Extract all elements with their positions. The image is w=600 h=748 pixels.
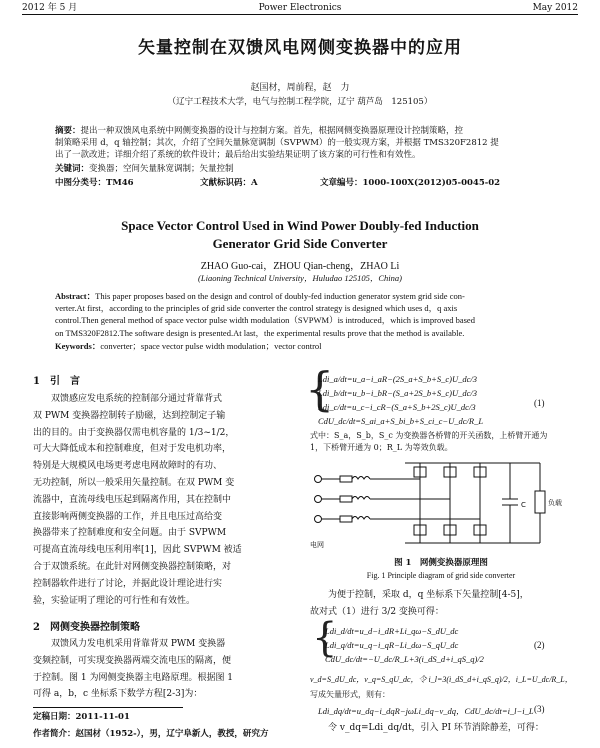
eq-line: Ldi_b/dt=u_b−i_bR−(S_a+2S_b+S_c)U_dc/3 xyxy=(318,388,478,398)
abstract-en-line: control.Then general method of space vector pulse width modulation（SVPWM）is introduced，which is improved based xyxy=(55,315,475,326)
doc-code: 文献标识码：A xyxy=(200,178,258,188)
figure-1-diagram xyxy=(310,457,572,552)
body-line: 流器中，直流母线电压起到隔离作用，其在控制中 xyxy=(33,494,232,505)
eq1-note xyxy=(310,430,572,454)
note-line: 1，下桥臂开通为 0；R_L 为等效负载。 xyxy=(310,443,453,452)
figure-1-caption-cn: 图 1 网侧变换器原理图 xyxy=(394,558,488,568)
paper-title-en-line2: Generator Grid Side Converter xyxy=(212,236,388,251)
eq-line: CdU_dc/dt=S_ai_a+S_bi_b+S_ci_c−U_dc/R_L xyxy=(318,416,484,426)
body-line: 于控制。图 1 为网侧变换器主电路原理。根据图 1 xyxy=(33,672,234,683)
paper-title-cn: 矢量控制在双馈风电网侧变换器中的应用 xyxy=(138,38,462,58)
abstract-en-label: Abstract： xyxy=(55,291,96,301)
equation-1 xyxy=(318,372,538,428)
eq3-number: (3) xyxy=(534,704,545,714)
eq-line: Ldi_a/dt=u_a−i_aR−(2S_a+S_b+S_c)U_dc/3 xyxy=(318,374,478,384)
footnote-rule xyxy=(33,707,183,708)
resistor-c xyxy=(340,516,352,522)
author-bio: 作者简介：赵国材（1952-），男，辽宁阜新人，教授，研究方 xyxy=(33,729,269,739)
clc-number: 中图分类号：TM46 xyxy=(55,178,134,188)
header-left: 2012 年 5 月 xyxy=(22,3,78,13)
capacitor-label: C xyxy=(521,501,526,509)
body-line: 令 v_dq=Ldi_dq/dt，引入 PI 环节消除静差，可得： xyxy=(328,723,544,733)
affiliation-cn: （辽宁工程技术大学，电气与控制工程学院，辽宁 葫芦岛 125105） xyxy=(167,97,433,107)
abstract-en-line: This paper proposes based on the design and control of doubly-fed induction generator system grid side con- xyxy=(95,291,465,301)
equation-3: Ldi_dq/dt=u_dq−i_dqR−jωLi_dq−v_dq，CdU_dc/dt=i_l−i_L xyxy=(318,706,534,716)
affiliation-en: (Liaoning Technical University，Huludao 125105，China) xyxy=(198,273,402,283)
eq2-number: (2) xyxy=(534,640,545,650)
authors-en: ZHAO Guo-cai，ZHOU Qian-cheng，ZHAO Li xyxy=(200,261,400,272)
header-center: Power Electronics xyxy=(258,3,342,13)
section-2-body xyxy=(33,636,298,703)
abstract-cn-line: 提出一种双馈风电系统中网侧变换器的设计与控制方案。首先，根据网侧变换器原理设计控制策略，控 xyxy=(80,126,464,136)
col2-text-1 xyxy=(310,587,572,621)
keywords-cn xyxy=(55,163,550,175)
section-1-body xyxy=(33,391,298,609)
keywords-cn-label: 关键词： xyxy=(55,164,90,174)
grid-source-b xyxy=(315,496,322,503)
figure-1-caption-en: Fig. 1 Principle diagram of grid side converter xyxy=(366,571,516,580)
equation-2 xyxy=(325,624,525,666)
eq-line: Ldi_c/dt=u_c−i_cR−(S_a+S_b+2S_c)U_dc/3 xyxy=(318,402,476,412)
eq1-brace: { xyxy=(305,362,335,416)
body-line: 双馈风力发电机采用背靠背双 PWM 变换器 xyxy=(51,639,226,649)
keywords-en-label: Keywords： xyxy=(55,341,101,351)
eq2-brace: { xyxy=(312,615,338,661)
eq-line: Ldi_d/dt=u_d−i_dR+Li_qω−S_dU_dc xyxy=(325,626,459,636)
body-line: v_d=S_dU_dc，v_q=S_qU_dc，令 i_l=3(i_dS_d+i_qS_q)/2，i_L=U_dc/R_L， xyxy=(310,675,573,684)
grid-source-c xyxy=(315,516,322,523)
header-rule xyxy=(22,14,578,15)
body-line: 双 PWM 变换器控制转子励磁，达到控制定子输 xyxy=(33,410,226,421)
keywords-en-text: converter；space vector pulse width modulation；vector control xyxy=(100,341,322,351)
inductor-a xyxy=(352,477,370,480)
authors-cn: 赵国材，周前程，赵 力 xyxy=(250,83,350,93)
abstract-en-line: on TMS320F2812.The software design is presented.At last，the experimental results prove that the method is available. xyxy=(55,327,465,338)
abstract-cn-line: 制策略采用 d，q 轴控制；其次，介绍了空间矢量脉宽调制（SVPWM）的一般实现方案，并根据 TMS320F2812 提 xyxy=(55,138,499,149)
body-line: 出的目的。由于变换器仅需电机容量的 1/3~1/2， xyxy=(33,427,235,438)
eq-line: CdU_dc/dt=−U_dc/R_L+3(i_dS_d+i_qS_q)/2 xyxy=(325,654,484,664)
received-date: 定稿日期：2011-11-01 xyxy=(33,712,130,722)
body-line: 可得 a，b，c 坐标系下数学方程[2-3]为： xyxy=(33,689,203,700)
paper-title-en-line1: Space Vector Control Used in Wind Power Doubly-fed Induction xyxy=(121,218,479,233)
load-resistor xyxy=(535,491,545,513)
body-line: 写成矢量形式，则有： xyxy=(310,690,390,699)
body-line: 控制器软件进行了讨论，并据此设计理论进行实 xyxy=(33,578,223,589)
body-line: 无功控制，所以一般采用矢量控制。在双 PWM 变 xyxy=(33,477,235,488)
body-line: 可大大降低成本和控制难度，但对于发电机功率， xyxy=(33,444,232,455)
keywords-cn-text: 变换器；空间矢量脉宽调制；矢量控制 xyxy=(89,164,234,174)
body-line: 为便于控制，采取 d，q 坐标系下矢量控制[4-5]， xyxy=(328,590,529,600)
header-right: May 2012 xyxy=(532,3,578,13)
inductor-b xyxy=(352,497,370,500)
body-line: 变频控制，可实现变换器两端交流电压的隔离，便 xyxy=(33,655,232,666)
abstract-cn-line: 出了一款改进；详细介绍了系统的软件设计；最后给出实验结果证明了该方案的可行性和有效性。 xyxy=(55,150,421,161)
abstract-cn xyxy=(55,125,550,162)
grid-label: 电网 xyxy=(310,541,324,549)
body-line: 双馈感应发电系统的控制部分通过背靠背式 xyxy=(51,394,223,404)
body-line: 可提高直流母线电压利用率[1]，因此 SVPWM 被适 xyxy=(33,545,242,556)
col2-text-3 xyxy=(310,720,572,737)
eq-line: Ldi_q/dt=u_q−i_qR−Li_dω−S_qU_dc xyxy=(325,640,459,650)
eq1-number: (1) xyxy=(534,398,545,408)
inductor-c xyxy=(352,517,370,520)
body-line: 验，实验证明了理论的可行性和有效性。 xyxy=(33,595,196,606)
abstract-cn-label: 摘要： xyxy=(55,126,81,136)
body-line: 换器带来了控制难度和安全问题。由于 SVPWM xyxy=(33,528,227,539)
resistor-b xyxy=(340,496,352,502)
grid-source-a xyxy=(315,476,322,483)
section-2-heading: 2 网侧变换器控制策略 xyxy=(33,622,140,633)
abstract-en-line: verter.At first，according to the principles of grid side converter the control strategy is designed which uses d，q axis xyxy=(55,303,458,314)
body-line: 特别是大规模风电场更考虑电网故障时的有功、 xyxy=(33,461,223,472)
article-number: 文章编号：1000-100X(2012)05-0045-02 xyxy=(320,178,501,188)
col2-text-2 xyxy=(310,672,572,702)
keywords-en xyxy=(55,340,550,352)
body-line: 合于双馈系统。在此针对网侧变换器控制策略，对 xyxy=(33,561,232,572)
body-line: 直接影响两侧变换器的工作，并且电压过高给变 xyxy=(33,511,223,522)
note-line: 式中：S_a，S_b，S_c 为变换器各桥臂的开关函数，上桥臂开通为 xyxy=(310,431,548,440)
load-label: 负载 xyxy=(548,499,562,507)
section-1-heading: 1 引 言 xyxy=(33,376,80,387)
resistor-a xyxy=(340,476,352,482)
abstract-en xyxy=(55,290,550,339)
body-line: 故对式（1）进行 3/2 变换可得： xyxy=(310,606,444,617)
